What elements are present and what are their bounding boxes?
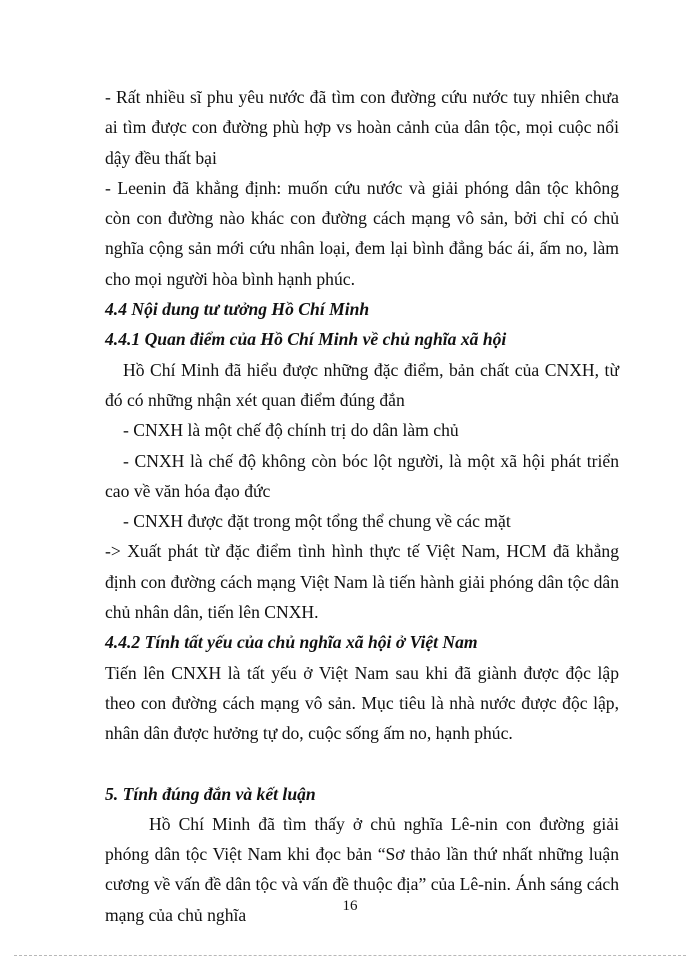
paragraph-inevitability: Tiến lên CNXH là tất yếu ở Việt Nam sau khi đã giành được độc lập theo con đường cách mạng vô sản. Mục tiêu là nhà nước được độc lập, nhân dân được hưởng tự do, cuộc sống ấm no, hạnh phúc.	[105, 662, 619, 744]
paragraph-lenin-affirmation: - Leenin đã khẳng định: muốn cứu nước và giải phóng dân tộc không còn con đường nào khác con đường cách mạng vô sản, bởi chỉ có chủ nghĩa cộng sản mới cứu nhân loại, đem lại bình đẳng bác ái, ấm no, làm cho mọi người hòa bình hạnh phúc.	[105, 177, 619, 289]
section-heading-4-4-2: 4.4.2 Tính tất yếu của chủ nghĩa xã hội ở Việt Nam	[105, 632, 478, 653]
section-heading-4-4: 4.4 Nội dung tư tưởng Hồ Chí Minh	[105, 299, 370, 320]
section-heading-5: 5. Tính đúng đắn và kết luận	[105, 783, 316, 804]
section-spacer	[105, 749, 619, 779]
list-item-cnxh-3: - CNXH được đặt trong một tổng thể chung về các mặt	[123, 511, 511, 532]
paragraph-conclusion-arrow: -> Xuất phát từ đặc điểm tình hình thực tế Việt Nam, HCM đã khẳng định con đường cách mạng Việt Nam là tiến hành giải phóng dân tộc dân chủ nhân dân, tiến lên CNXH.	[105, 541, 619, 623]
paragraph-hcm-understanding: Hồ Chí Minh đã hiểu được những đặc điểm, bản chất của CNXH, từ đó có những nhận xét quan điểm đúng đắn	[105, 359, 619, 410]
paragraph-hcm-discovery: Hồ Chí Minh đã tìm thấy ở chủ nghĩa Lê-nin con đường giải phóng dân tộc Việt Nam khi đọc bản “Sơ thảo lần thứ nhất những luận cương về vấn đề dân tộc và vấn đề thuộc địa” của Lê-nin. Ánh sáng cách mạng của chủ nghĩa	[105, 813, 619, 925]
paragraph-patriots: - Rất nhiều sĩ phu yêu nước đã tìm con đường cứu nước tuy nhiên chưa ai tìm được con đường phù hợp vs hoàn cảnh của dân tộc, mọi cuộc nổi dậy đều thất bại	[105, 87, 619, 168]
section-heading-4-4-1: 4.4.1 Quan điểm của Hồ Chí Minh về chủ nghĩa xã hội	[105, 329, 507, 350]
list-item-cnxh-2: - CNXH là chế độ không còn bóc lột người, là một xã hội phát triển cao về văn hóa đạo đức	[105, 450, 619, 501]
page-bottom-rule	[14, 955, 686, 956]
page-number: 16	[342, 898, 358, 914]
list-item-cnxh-1: - CNXH là một chế độ chính trị do dân làm chủ	[123, 420, 459, 441]
